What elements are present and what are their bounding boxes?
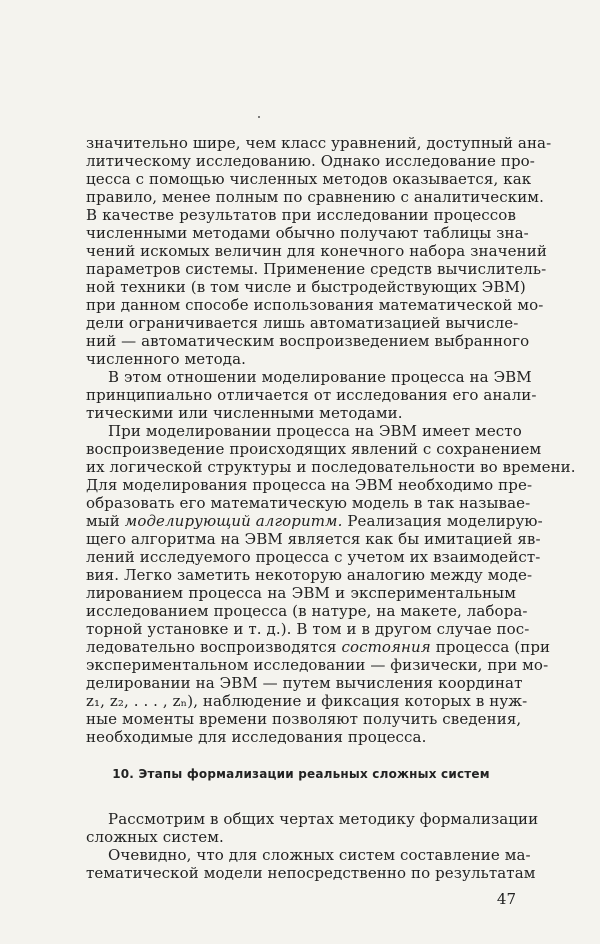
text-line: тематической модели непосредственно по результатам <box>86 864 536 882</box>
text-line <box>86 638 551 656</box>
text-line: делировании на ЭВМ — путем вычисления координат <box>86 674 523 692</box>
text-line: тическими или численными методами. <box>86 404 403 422</box>
text-line: ные моменты времени позволяют получить сведения, <box>86 710 522 728</box>
text-line: образовать его математическую модель в так называе- <box>86 494 531 512</box>
text-line: литическому исследованию. Однако исследование про- <box>86 152 535 170</box>
text-line: лированием процесса на ЭВМ и экспериментальным <box>86 584 516 602</box>
text-line: значительно шире, чем класс уравнений, доступный ана- <box>86 134 552 152</box>
text-run: мый <box>86 512 120 530</box>
text-line: цесса с помощью численных методов оказывается, как <box>86 170 532 188</box>
text-line: торной установке и т. д.). В том и в другом случае пос- <box>86 620 530 638</box>
text-line: щего алгоритма на ЭВМ является как бы имитацией яв- <box>86 530 541 548</box>
text-line: численного метода. <box>86 350 247 368</box>
text-line: вия. Легко заметить некоторую аналогию между моде- <box>86 566 533 584</box>
text-line: при данном способе использования математической мо- <box>86 296 544 314</box>
text-line: принципиально отличается от исследования его анали- <box>86 386 537 404</box>
text-line: Рассмотрим в общих чертах методику формализации <box>108 810 539 828</box>
text-run: процесса (при <box>435 638 551 656</box>
page-number: 47 <box>496 890 516 908</box>
text-line: параметров системы. Применение средств вычислитель- <box>86 260 547 278</box>
term-italic: состояния <box>341 638 431 656</box>
text-run: ледовательно воспроизводятся <box>86 638 337 656</box>
text-run: Реализация моделирую- <box>347 512 543 530</box>
text-line <box>86 512 543 530</box>
text-line: воспроизведение происходящих явлений с сохранением <box>86 440 542 458</box>
text-line: правило, менее полным по сравнению с аналитическим. <box>86 188 544 206</box>
section-heading: 10. Этапы формализации реальных сложных систем <box>112 767 490 781</box>
text-line: необходимые для исследования процесса. <box>86 728 427 746</box>
text-line: В качестве результатов при исследовании процессов <box>86 206 516 224</box>
text-line: Очевидно, что для сложных систем составление ма- <box>108 846 531 864</box>
text-line: ной техники (в том числе и быстродействующих ЭВМ) <box>86 278 526 296</box>
text-line: дели ограничивается лишь автоматизацией вычисле- <box>86 314 519 332</box>
term-italic: моделирующий алгоритм. <box>124 512 343 530</box>
text-line: сложных систем. <box>86 828 224 846</box>
text-line: z₁, z₂, . . . , zₙ), наблюдение и фиксация которых в нуж- <box>86 692 528 710</box>
text-line: При моделировании процесса на ЭВМ имеет место <box>108 422 522 440</box>
text-line: их логической структуры и последовательности во времени. <box>86 458 576 476</box>
text-line: лений исследуемого процесса с учетом их взаимодейст- <box>86 548 541 566</box>
text-line: исследованием процесса (в натуре, на макете, лабора- <box>86 602 528 620</box>
text-line: Для моделирования процесса на ЭВМ необходимо пре- <box>86 476 533 494</box>
text-line: В этом отношении моделирование процесса на ЭВМ <box>108 368 532 386</box>
text-line: ний — автоматическим воспроизведением выбранного <box>86 332 530 350</box>
text-line: экспериментальном исследовании — физически, при мо- <box>86 656 549 674</box>
text-line: численными методами обычно получают таблицы зна- <box>86 224 529 242</box>
text-line: чений искомых величин для конечного набора значений <box>86 242 547 260</box>
scan-speck <box>258 116 260 118</box>
